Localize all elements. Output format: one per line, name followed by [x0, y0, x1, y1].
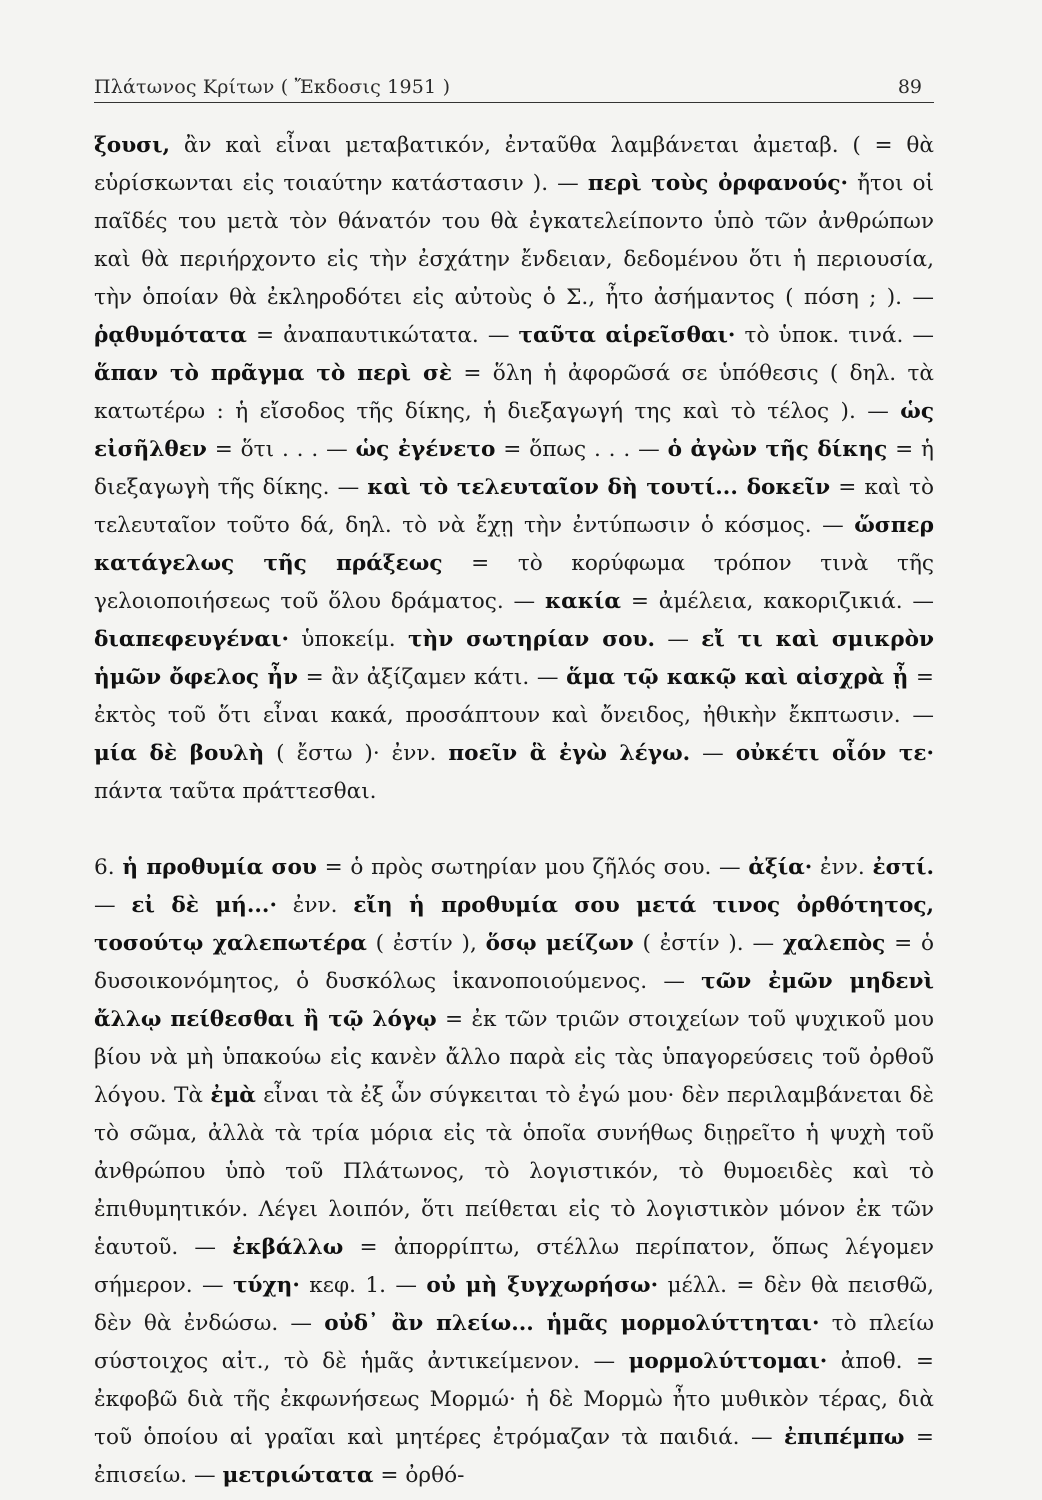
- lemma-term: ῥᾳθυμότατα: [94, 323, 247, 348]
- lemma-term: τὴν σωτηρίαν σου.: [407, 627, 656, 652]
- gloss-text: ὑποκείμ.: [289, 627, 408, 652]
- gloss-text: = ὅλη ἡ ἀφορῶσά σε ὑπόθεσις ( δηλ. τὰ κατωτέρω : ἡ εἴσοδος τῆς δίκης, ἡ διεξαγωγή της καὶ τὸ τέλος ). —: [94, 361, 935, 424]
- gloss-text: ἤτοι οἱ παῖδές του μετὰ τὸν θάνατόν του θὰ ἐγκατελείποντο ὑπὸ τῶν ἀνθρώπων καὶ θὰ περιήρχοντο εἰς τὴν ἐσχάτην ἔνδειαν, δεδομένου ὅτι ἡ περιουσία, τὴν ὁποίαν θὰ ἐκληροδότει εἰς αὐτοὺς ὁ Σ., ἦτο ἀσήμαντος ( πόση ; ). —: [94, 171, 934, 310]
- commentary-paragraph-chapter-6: [94, 849, 934, 1495]
- running-title: Πλάτωνος Κρίτων ( Ἔκδοσις 1951 ): [94, 76, 451, 98]
- lemma-term: ἐκβάλλω: [232, 1235, 344, 1260]
- lemma-term: οὐδ᾽ ἂν πλείω... ἡμᾶς μορμολύττηται·: [324, 1311, 820, 1336]
- lemma-term: ἐστί.: [872, 855, 934, 880]
- lemma-term: ὡς εἰσῆλθεν: [94, 399, 934, 462]
- lemma-term: εἴ τι καὶ σμικρὸν ἡμῶν ὄφελος ἦν: [94, 627, 934, 690]
- lemma-term: μία δὲ βουλὴ: [94, 741, 265, 766]
- lemma-term: μετριώτατα: [222, 1463, 374, 1488]
- gloss-text: = καὶ τὸ τελευταῖον τοῦτο δά, δηλ. τὸ νὰ ἔχῃ τὴν ἐντύπωσιν ὁ κόσμος. —: [94, 475, 934, 538]
- gloss-text: κεφ. 1. —: [299, 1273, 427, 1298]
- book-page: [94, 76, 934, 1495]
- lemma-term: ταῦτα αἱρεῖσθαι·: [518, 323, 736, 348]
- gloss-text: = ὀρθό-: [373, 1463, 465, 1488]
- lemma-term: ὁ ἀγὼν τῆς δίκης: [667, 437, 888, 462]
- page-number: 89: [897, 76, 922, 98]
- lemma-term: ὥσπερ κατάγελως τῆς πράξεως: [94, 513, 934, 576]
- lemma-term: ποεῖν ἃ ἐγὼ λέγω.: [448, 741, 691, 766]
- gloss-text: = ὅπως . . . —: [495, 437, 668, 462]
- lemma-term: καὶ τὸ τελευταῖον δὴ τουτί... δοκεῖν: [367, 475, 831, 500]
- gloss-text: = ἀπορρίπτω, στέλλω περίπατον, ὅπως λέγομεν σήμερον. —: [94, 1235, 934, 1298]
- gloss-text: —: [655, 627, 702, 652]
- lemma-term: ἐπιπέμπω: [783, 1425, 905, 1450]
- gloss-text: = ἡ διεξαγωγὴ τῆς δίκης. —: [94, 437, 934, 500]
- lemma-term: ὅσῳ μείζων: [485, 931, 634, 956]
- gloss-text: τὸ πλείω σύστοιχος αἰτ., τὸ δὲ ἡμᾶς ἀντικείμενον. —: [94, 1311, 934, 1374]
- gloss-text: τὸ ὑποκ. τινά. —: [735, 323, 934, 348]
- gloss-text: = ἐκτὸς τοῦ ὅτι εἶναι κακά, προσάπτουν καὶ ὄνειδος, ἠθικὴν ἔκπτωσιν. —: [94, 665, 934, 728]
- gloss-text: ἂν καὶ εἶναι μεταβατικόν, ἐνταῦθα λαμβάνεται ἀμεταβ. ( = θὰ εὑρίσκωνται εἰς τοιαύτην κατάστασιν ). —: [94, 133, 934, 196]
- lemma-term: οὐκέτι οἷόν τε·: [735, 741, 935, 766]
- lemma-term: κακία: [544, 589, 622, 614]
- gloss-text: = ἐκ τῶν τριῶν στοιχείων τοῦ ψυχικοῦ μου βίου νὰ μὴ ὑπακούω εἰς κανὲν ἄλλο παρὰ εἰς τὰς ὑπαγορεύσεις τοῦ ὀρθοῦ λόγου. Τὰ: [94, 1007, 934, 1108]
- lemma-term: ἐμὰ: [210, 1083, 256, 1108]
- lemma-term: εἰ δὲ μή...·: [131, 893, 277, 918]
- gloss-text: ( ἐστίν ). —: [633, 931, 783, 956]
- gloss-text: ἀποθ. = ἐκφοβῶ διὰ τῆς ἐκφωνήσεως Μορμώ· ἡ δὲ Μορμὼ ἦτο μυθικὸν τέρας, διὰ τοῦ ὁποίου αἱ γραῖαι καὶ μητέρες ἐτρόμαζαν τὰ παιδιά. —: [94, 1349, 935, 1450]
- gloss-text: = ἀμέλεια, κακοριζικιά. —: [621, 589, 934, 614]
- lemma-term: τύχη·: [232, 1273, 300, 1298]
- gloss-text: εἶναι τὰ ἐξ ὧν σύγκειται τὸ ἐγώ μου· δὲν περιλαμβάνεται δὲ τὸ σῶμα, ἀλλὰ τὰ τρία μόρια εἰς τὰ ὁποῖα συνήθως διῃρεῖτο ἡ ψυχὴ τοῦ ἀνθρώπου ὑπὸ τοῦ Πλάτωνος, τὸ λογιστικόν, τὸ θυμοειδὲς καὶ τὸ ἐπιθυμητικόν. Λέγει λοιπόν, ὅτι πείθεται εἰς τὸ λογιστικὸν μόνον ἐκ τῶν ἑαυτοῦ. —: [94, 1083, 935, 1260]
- gloss-text: —: [94, 893, 132, 918]
- lemma-term: ἀξία·: [748, 855, 813, 880]
- lemma-term: εἴη ἡ προθυμία σου μετά τινος ὀρθότητος, τοσούτῳ χαλεπωτέρα: [94, 893, 935, 956]
- gloss-text: = ἐπισείω. —: [94, 1425, 934, 1488]
- commentary-paragraph-continued: [94, 127, 934, 811]
- gloss-text: μέλλ. = δὲν θὰ πεισθῶ, δὲν θὰ ἐνδώσω. —: [94, 1273, 934, 1336]
- gloss-text: —: [690, 741, 736, 766]
- lemma-term: διαπεφευγέναι·: [94, 627, 289, 652]
- lemma-term: ξουσι,: [94, 133, 171, 158]
- lemma-term: ὡς ἐγένετο: [355, 437, 496, 462]
- gloss-text: ἐνν.: [812, 855, 873, 880]
- gloss-text: = ὁ πρὸς σωτηρίαν μου ζῆλός σου. —: [316, 855, 749, 880]
- lemma-term: οὐ μὴ ξυγχωρήσω·: [426, 1273, 659, 1298]
- section-number: 6.: [94, 855, 123, 880]
- lemma-term: ἡ προθυμία σου: [122, 855, 317, 880]
- lemma-term: χαλεπὸς: [782, 931, 886, 956]
- gloss-text: ἐνν.: [276, 893, 354, 918]
- lemma-term: μορμολύττομαι·: [628, 1349, 828, 1374]
- gloss-text: ( ἔστω )· ἐνν.: [264, 741, 449, 766]
- gloss-text: = τὸ κορύφωμα τρόπον τινὰ τῆς γελοιοποιήσεως τοῦ ὅλου δράματος. —: [94, 551, 934, 614]
- lemma-term: περὶ τοὺς ὀρφανούς·: [587, 171, 849, 196]
- gloss-text: πάντα ταῦτα πράττεσθαι.: [94, 779, 377, 804]
- running-header: [94, 76, 934, 103]
- gloss-text: = ὅτι . . . —: [206, 437, 356, 462]
- lemma-term: ἅπαν τὸ πρᾶγμα τὸ περὶ σὲ: [94, 361, 452, 386]
- lemma-term: ἅμα τῷ κακῷ καὶ αἰσχρὰ ᾖ: [566, 665, 909, 690]
- gloss-text: = ἀναπαυτικώτατα. —: [246, 323, 519, 348]
- gloss-text: = ὁ δυσοικονόμητος, ὁ δυσκόλως ἱκανοποιούμενος. —: [94, 931, 934, 994]
- gloss-text: = ἂν ἀξίζαμεν κάτι. —: [298, 665, 567, 690]
- gloss-text: ( ἐστίν ),: [366, 931, 486, 956]
- lemma-term: τῶν ἐμῶν μηδενὶ ἄλλῳ πείθεσθαι ἢ τῷ λόγῳ: [94, 969, 934, 1032]
